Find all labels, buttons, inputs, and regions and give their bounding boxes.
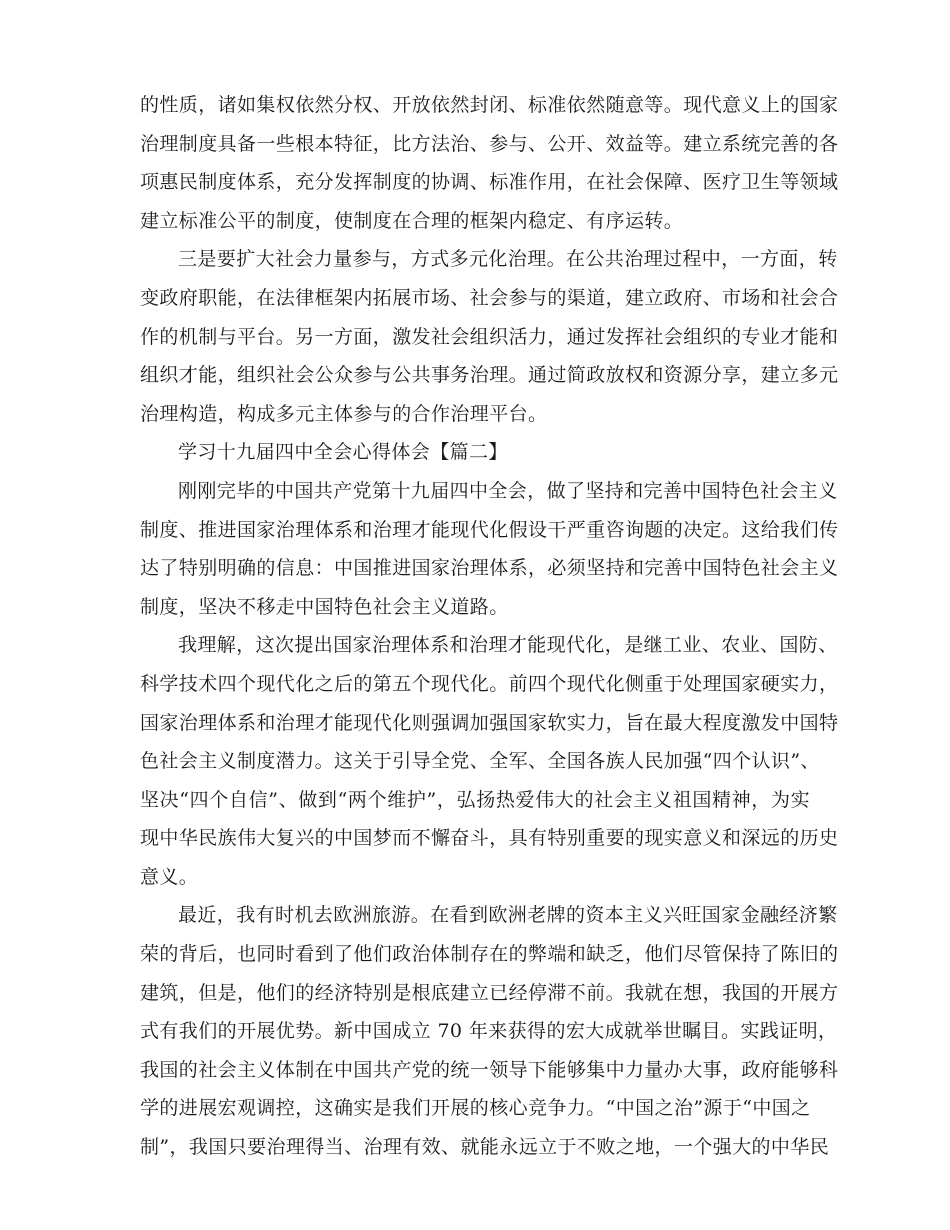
text-line: 制度，坚决不移走中国特色社会主义道路。 [140, 595, 509, 618]
text-line: 我理解，这次提出国家治理体系和治理才能现代化，是继工业、农业、国防、 [178, 634, 838, 657]
text-line: 的性质，诸如集权依然分权、开放依然封闭、标准依然随意等。现代意义上的国家 [140, 94, 839, 116]
text-line: 制度、推进国家治理体系和治理才能现代化假设干严重咨询题的决定。这给我们传 [140, 518, 839, 541]
text-line: 项惠民制度体系，充分发挥制度的协调、标准作用，在社会保障、医疗卫生等领域 [140, 171, 839, 194]
text-line: 制”，我国只要治理得当、治理有效、就能永远立于不败之地，一个强大的中华民 [140, 1136, 830, 1159]
text-line: 学的进展宏观调控，这确实是我们开展的核心竞争力。“中国之治”源于“中国之 [140, 1097, 811, 1120]
text-line: 学习十九届四中全会心得体会【篇二】 [178, 441, 508, 464]
text-line: 式有我们的开展优势。新中国成立 70 年来获得的宏大成就举世瞩目。实践证明， [140, 1020, 838, 1043]
text-line: 建立标准公平的制度，使制度在合理的框架内稳定、有序运转。 [140, 209, 684, 232]
text-line: 坚决“四个自信”、做到“两个维护”，弘扬热爱伟大的社会主义祖国精神，为实 [140, 788, 810, 811]
text-line: 意义。 [140, 865, 199, 888]
text-line: 达了特别明确的信息：中国推进国家治理体系，必须坚持和完善中国特色社会主义 [140, 557, 839, 580]
text-line: 组织才能，组织社会公众参与公共事务治理。通过简政放权和资源分享，建立多元 [140, 364, 839, 387]
text-line: 治理构造，构成多元主体参与的合作治理平台。 [140, 402, 548, 425]
text-line: 国家治理体系和治理才能现代化则强调加强国家软实力，旨在最大程度激发中国特 [140, 711, 839, 734]
text-line: 色社会主义制度潜力。这关于引导全党、全军、全国各族人民加强“四个认识”、 [140, 750, 820, 773]
text-line: 建筑，但是，他们的经济特别是根底建立已经停滞不前。我就在想，我国的开展方 [140, 981, 839, 1004]
text-line: 现中华民族伟大复兴的中国梦而不懈奋斗，具有特别重要的现实意义和深远的历史 [140, 827, 839, 850]
text-line: 三是要扩大社会力量参与，方式多元化治理。在公共治理过程中，一方面，转 [178, 248, 838, 271]
text-line: 治理制度具备一些根本特征，比方法治、参与、公开、效益等。建立系统完善的各 [140, 132, 839, 155]
text-line: 变政府职能，在法律框架内拓展市场、社会参与的渠道，建立政府、市场和社会合 [140, 286, 839, 309]
text-line: 刚刚完毕的中国共产党第十九届四中全会，做了坚持和完善中国特色社会主义 [178, 479, 838, 502]
text-line: 科学技术四个现代化之后的第五个现代化。前四个现代化侧重于处理国家硬实力， [140, 672, 839, 695]
document-page [140, 86, 839, 1167]
text-line: 最近，我有时机去欧洲旅游。在看到欧洲老牌的资本主义兴旺国家金融经济繁 [178, 904, 838, 927]
text-line: 作的机制与平台。另一方面，激发社会组织活力，通过发挥社会组织的专业才能和 [140, 325, 839, 348]
text-line: 我国的社会主义体制在中国共产党的统一领导下能够集中力量办大事，政府能够科 [140, 1058, 839, 1081]
text-line: 荣的背后，也同时看到了他们政治体制存在的弊端和缺乏，他们尽管保持了陈旧的 [140, 943, 839, 966]
